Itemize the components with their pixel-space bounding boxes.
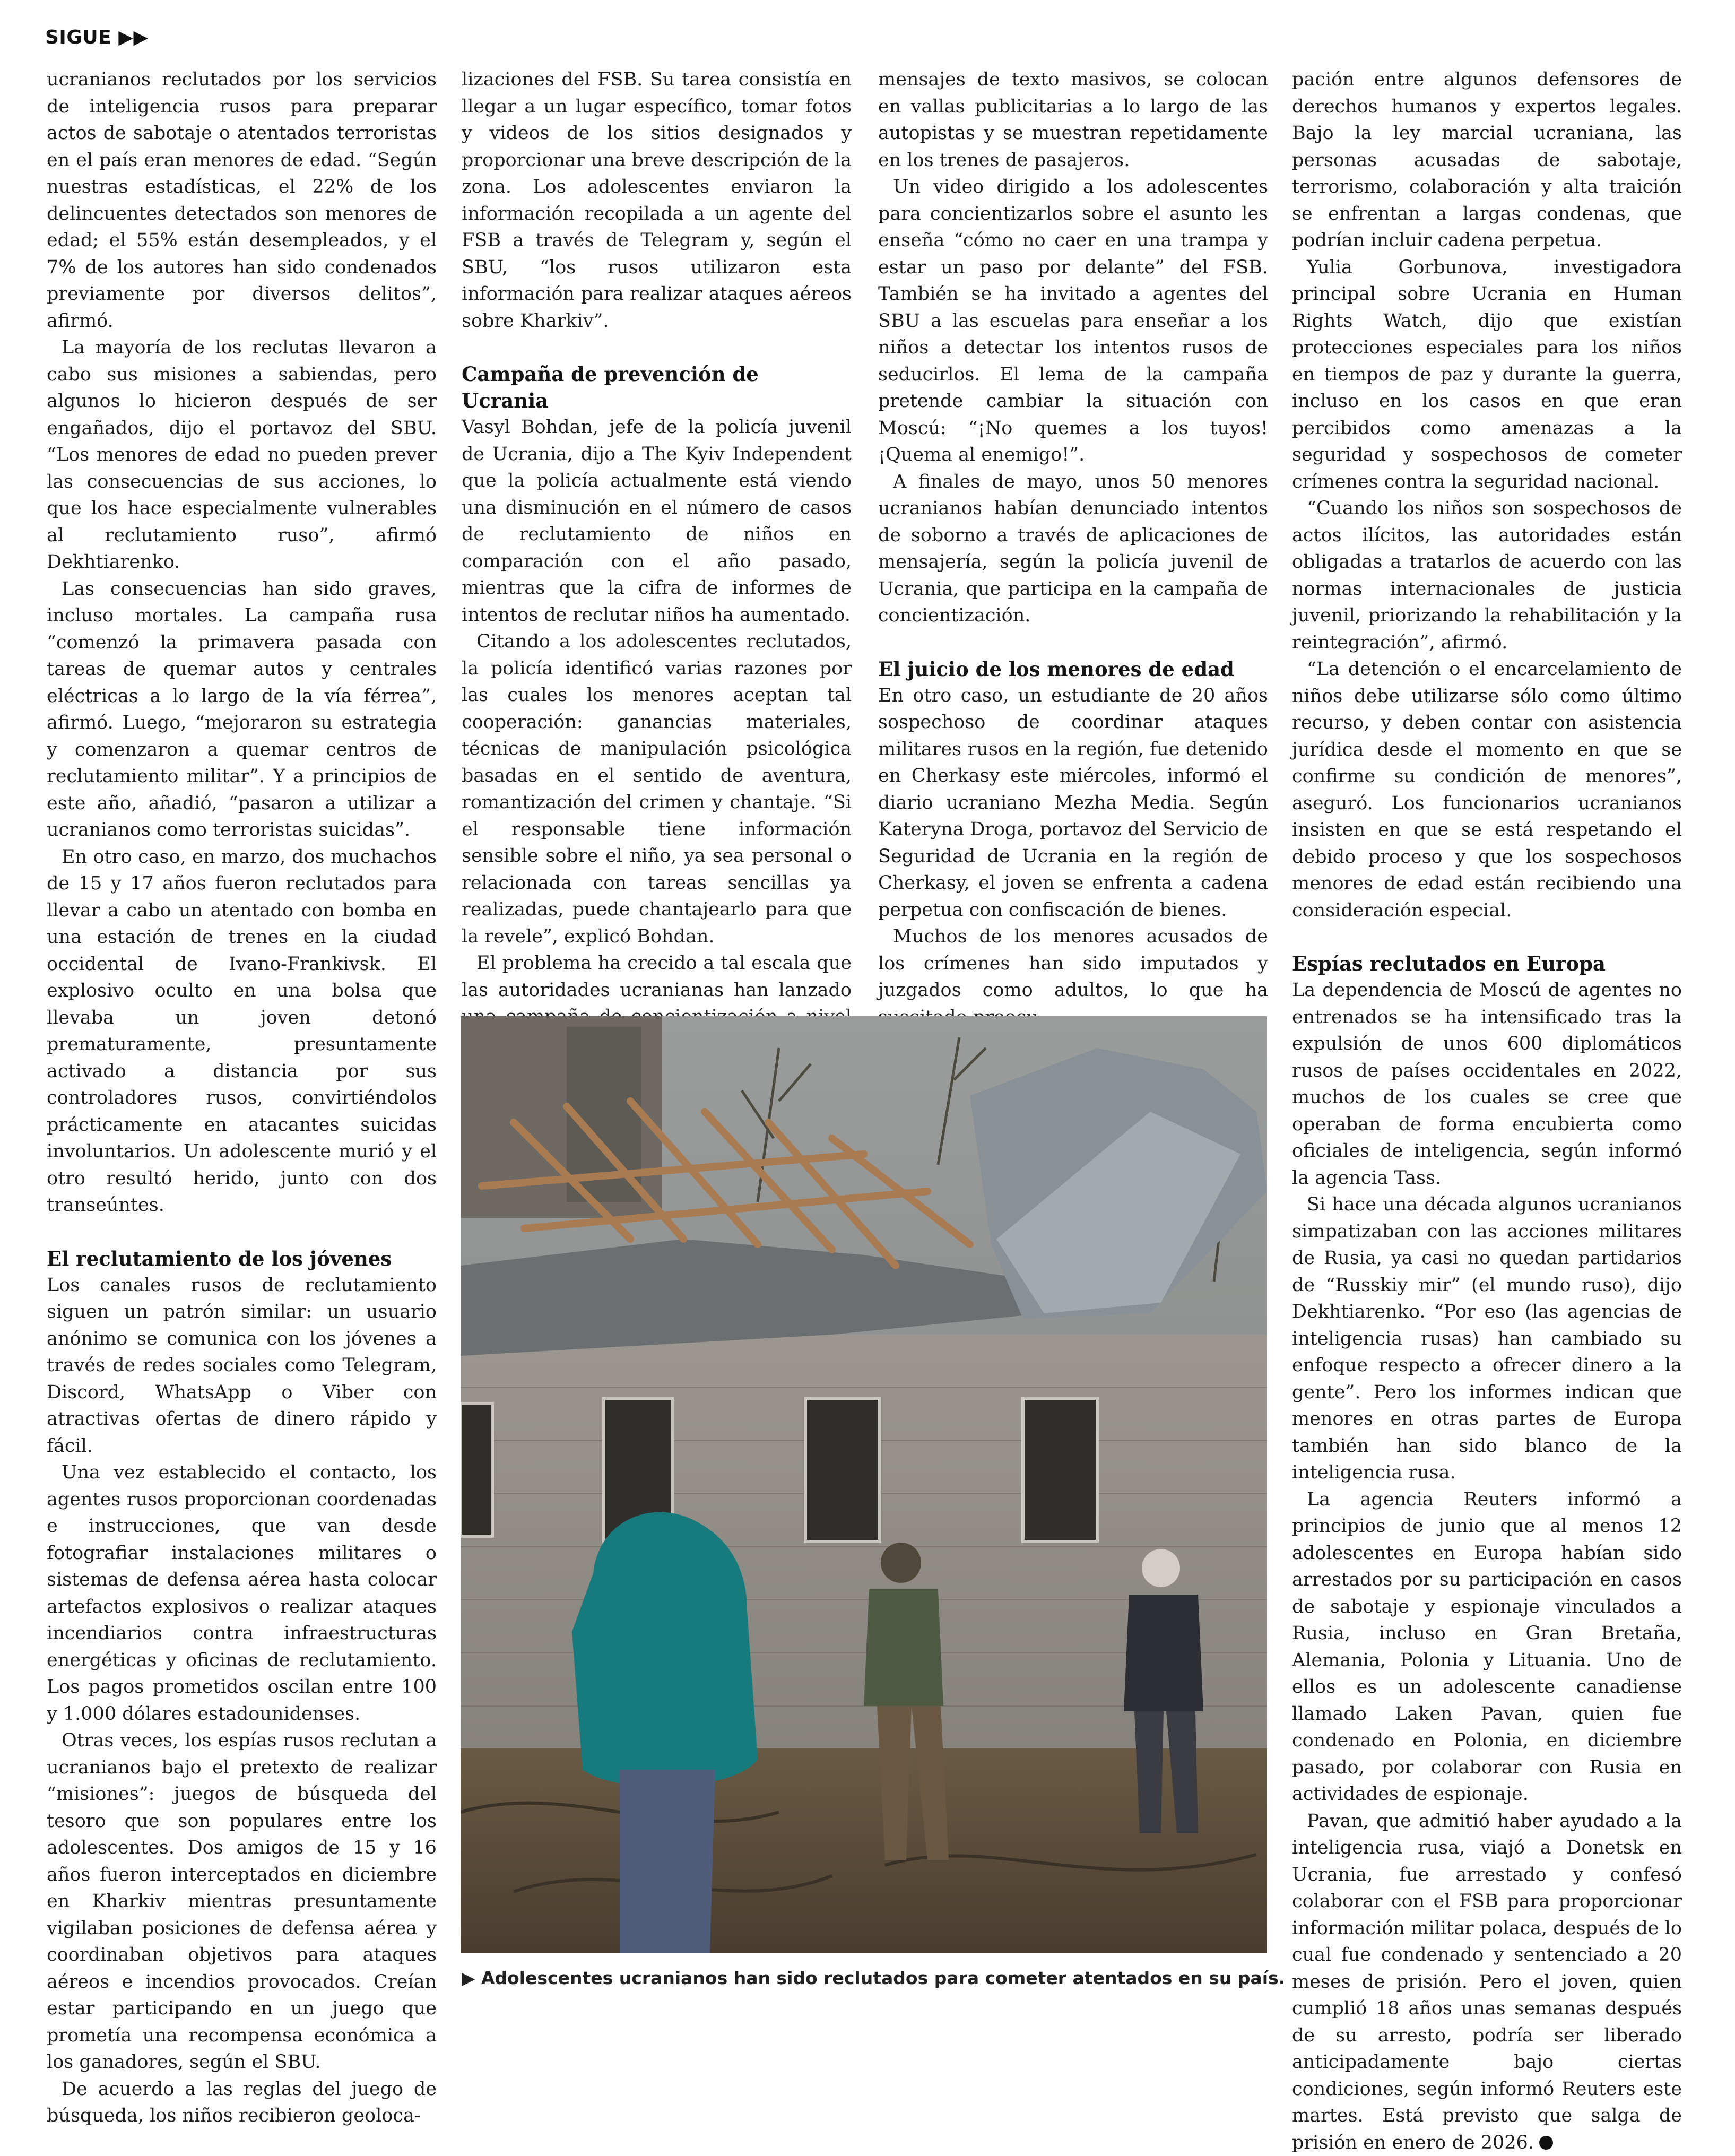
paragraph: pación entre algunos defensores de derechos humanos y expertos legales. Bajo la ley marcial ucraniana, las personas acusadas de sabotaje, terrorismo, colaboración y alta traición se enfrentan a largas condenas, que podrían incluir cadena perpetua.	[1292, 66, 1682, 254]
paragraph-text: Pavan, que admitió haber ayudado a la inteligencia rusa, viajó a Donetsk en Ucrania, fue arrestado y confesó colaborar con el FSB para proporcionar información militar polaca, después de lo cual fue condenado y sentenciado a 20 meses de prisión. Pero el joven, quien cumplió 18 años unas semanas después de su arresto, podría ser liberado anticipadamente bajo ciertas condiciones, según informó Reuters este martes. Está previsto que salga de prisión en enero de 2026.	[1292, 1811, 1682, 2153]
article-column-2	[462, 66, 852, 974]
paragraph: La mayoría de los reclutas llevaron a cabo sus misiones a sabiendas, pero algunos lo hicieron después de ser engañados, dijo el portavoz del SBU. “Los menores de edad no pueden prever las consecuencias de sus acciones, lo que los hace especialmente vulnerables al reclutamiento ruso”, afirmó Dekhtiarenko.	[47, 334, 437, 576]
subheading-juicio: El juicio de los menores de edad	[878, 656, 1268, 682]
paragraph: mensajes de texto masivos, se colocan en vallas publicitarias a lo largo de las autopistas y se muestran repetidamente en los trenes de pasajeros.	[878, 66, 1268, 174]
paragraph: Una vez establecido el contacto, los agentes rusos proporcionan coordenadas e instrucciones, que van desde fotografiar instalaciones militares o sistemas de defensa aérea hasta colocar artefactos explosivos o realizar ataques incendiarios contra infraestructuras energéticas y oficinas de reclutamiento. Los pagos prometidos oscilan entre 100 y 1.000 dólares estadounidenses.	[47, 1459, 437, 1727]
paragraph: Un video dirigido a los adolescentes para concientizarlos sobre el asunto les enseña “cómo no caer en una trampa y estar un paso por delante” del FSB. También se ha invitado a agentes del SBU a las escuelas para enseñar a los niños a detectar los intentos rusos de seducirlos. El lema de la campaña pretende cambiar la situación con Moscú: “¡No quemes a los tuyos! ¡Quema al enemigo!”.	[878, 174, 1268, 469]
article-column-3	[878, 66, 1268, 974]
subheading-prevencion: Campaña de prevención de Ucrania	[462, 361, 852, 414]
paragraph: Otras veces, los espías rusos reclutan a ucranianos bajo el pretexto de realizar “misiones”: juegos de búsqueda del tesoro que son populares entre los adolescentes. Dos amigos de 15 y 16 años fueron interceptados en diciembre en Kharkiv mientras presuntamente vigilaban posiciones de defensa aérea y coordinaban objetivos para ataques aéreos e incendios provocados. Creían estar participando en un juego que prometía una recompensa económica a los ganadores, según el SBU.	[47, 1727, 437, 2076]
paragraph: Si hace una década algunos ucranianos simpatizaban con las acciones militares de Rusia, ya casi no quedan partidarios de “Russkiy mir” (el mundo ruso), dijo Dekhtiarenko. “Por eso (las agencias de inteligencia rusas) han cambiado su enfoque respecto a ofrecer dinero a la gente”. Pero los informes indican que menores en otras partes de Europa también han sido blanco de la inteligencia rusa.	[1292, 1191, 1682, 1486]
destroyed-building-photo	[461, 1016, 1267, 1953]
paragraph: De acuerdo a las reglas del juego de búsqueda, los niños recibieron geoloca-	[47, 2076, 437, 2129]
paragraph: En otro caso, en marzo, dos muchachos de 15 y 17 años fueron reclutados para llevar a cabo un atentado con bomba en una estación de trenes en la ciudad occidental de Ivano-Frankivsk. El explosivo oculto en una bolsa que llevaba un joven detonó prematuramente, presuntamente activado a distancia por sus controladores rusos, convirtiéndolos prácticamente en atacantes suicidas involuntarios. Un adolescente murió y el otro resultó herido, junto con dos transeúntes.	[47, 844, 437, 1219]
paragraph: Muchos de los menores acusados de los crímenes han sido imputados y juzgados como adultos, lo que ha	[878, 923, 1268, 1031]
paragraph: “Cuando los niños son sospechosos de actos ilícitos, las autoridades están obligadas a tratarlos de acuerdo con las normas internacionales de justicia juvenil, priorizando la rehabilitación y la reintegración”, afirmó.	[1292, 495, 1682, 656]
paragraph: En otro caso, un estudiante de 20 años sospechoso de coordinar ataques militares rusos en la región, fue detenido en Cherkasy este miércoles, informó el diario ucraniano Mezha Media. Según Kateryna Droga, portavoz del Servicio de Seguridad de Ucrania en la región de Cherkasy, el joven se enfrenta a cadena perpetua con confiscación de bienes.	[878, 682, 1268, 924]
paragraph: ucranianos reclutados por los servicios de inteligencia rusos para preparar actos de sabotaje o atentados terroristas en el país eran menores de edad. “Según nuestras estadísticas, el 22% de los delincuentes detectados son menores de edad; el 55% están desempleados, y el 7% de los autores han sido condenados previamente por diversos delitos”, afirmó.	[47, 66, 437, 334]
article-column-4	[1292, 66, 1682, 2156]
paragraph: A finales de mayo, unos 50 menores ucranianos habían denunciado intentos de soborno a través de aplicaciones de mensajería, según la policía juvenil de Ucrania, que participa en la campaña de concientización.	[878, 469, 1268, 629]
paragraph: Las consecuencias han sido graves, incluso mortales. La campaña rusa “comenzó la primavera pasada con tareas de quemar autos y centrales eléctricas a lo largo de la vía férrea”, afirmó. Luego, “mejoraron su estrategia y comenzaron a quemar centros de reclutamiento militar”. Y a principios de este año, añadió, “pasaron a utilizar a ucranianos como terroristas suicidas”.	[47, 576, 437, 844]
paragraph	[1292, 1808, 1682, 2156]
paragraph: Yulia Gorbunova, investigadora principal sobre Ucrania en Human Rights Watch, dijo que existían protecciones especiales para los niños en tiempos de paz y durante la guerra, incluso en los casos en que eran percibidos como amenazas a la seguridad y sospechosos de cometer crímenes contra la seguridad nacional.	[1292, 254, 1682, 496]
article-photo	[461, 1016, 1267, 1953]
paragraph: “La detención o el encarcelamiento de niños debe utilizarse sólo como último recurso, y deben contar con asistencia jurídica desde el momento en que se confirme su condición de menores”, aseguró. Los funcionarios ucranianos insisten en que se está respetando el debido proceso y que los sospechosos menores de edad están recibiendo una consideración especial.	[1292, 656, 1682, 924]
section-kicker: SIGUE ▶▶	[45, 27, 149, 48]
photo-caption: ▶ Adolescentes ucranianos han sido reclutados para cometer atentados en su país.	[462, 1968, 1289, 1988]
paragraph: La dependencia de Moscú de agentes no entrenados se ha intensificado tras la expulsión de unos 600 diplomáticos rusos de países occidentales en 2022, muchos de los cuales se cree que operaban de forma encubierta como oficiales de inteligencia, según informó la agencia Tass.	[1292, 977, 1682, 1191]
paragraph: La agencia Reuters informó a principios de junio que al menos 12 adolescentes en Europa habían sido arrestados por su participación en casos de sabotaje y espionaje vinculados a Rusia, incluso en Gran Bretaña, Alemania, Polonia y Lituania. Uno de ellos es un adolescente canadiense llamado Laken Pavan, quien fue condenado en Polonia, en diciembre pasado, por colaborar con Rusia en actividades de espionaje.	[1292, 1486, 1682, 1808]
paragraph: Citando a los adolescentes reclutados, la policía identificó varias razones por las cuales los menores aceptan tal cooperación: ganancias materiales, técnicas de manipulación psicológica basadas en el sentido de aventura, romantización del crimen y chantaje. “Si el responsable tiene información sensible sobre el niño, ya sea personal o relacionada con tareas sencillas ya realizadas, puede chantajearlo para que la revele”, explicó Bohdan.	[462, 628, 852, 950]
paragraph: Vasyl Bohdan, jefe de la policía juvenil de Ucrania, dijo a The Kyiv Independent que la policía actualmente está viendo una disminución en el número de casos de reclutamiento de niños en comparación con el año pasado, mientras que la cifra de informes de intentos de reclutar niños ha aumentado.	[462, 414, 852, 628]
paragraph: Los canales rusos de reclutamiento siguen un patrón similar: un usuario anónimo se comunica con los jóvenes a través de redes sociales como Telegram, Discord, WhatsApp o Viber con atractivas ofertas de dinero rápido y fácil.	[47, 1272, 437, 1460]
paragraph: El problema ha crecido a tal escala que las autoridades ucranianas han lanzado	[462, 950, 852, 1057]
subheading-reclutamiento: El reclutamiento de los jóvenes	[47, 1245, 437, 1272]
paragraph: lizaciones del FSB. Su tarea consistía en llegar a un lugar específico, tomar fotos y videos de los sitios designados y proporcionar una breve descripción de la zona. Los adolescentes enviaron la información recopilada a un agente del FSB a través de Telegram y, según el SBU, “los rusos utilizaron esta información para realizar ataques aéreos sobre Kharkiv”.	[462, 66, 852, 334]
subheading-espias: Espías reclutados en Europa	[1292, 950, 1682, 977]
article-column-1	[47, 66, 437, 2129]
end-of-article-icon	[1539, 2136, 1553, 2150]
